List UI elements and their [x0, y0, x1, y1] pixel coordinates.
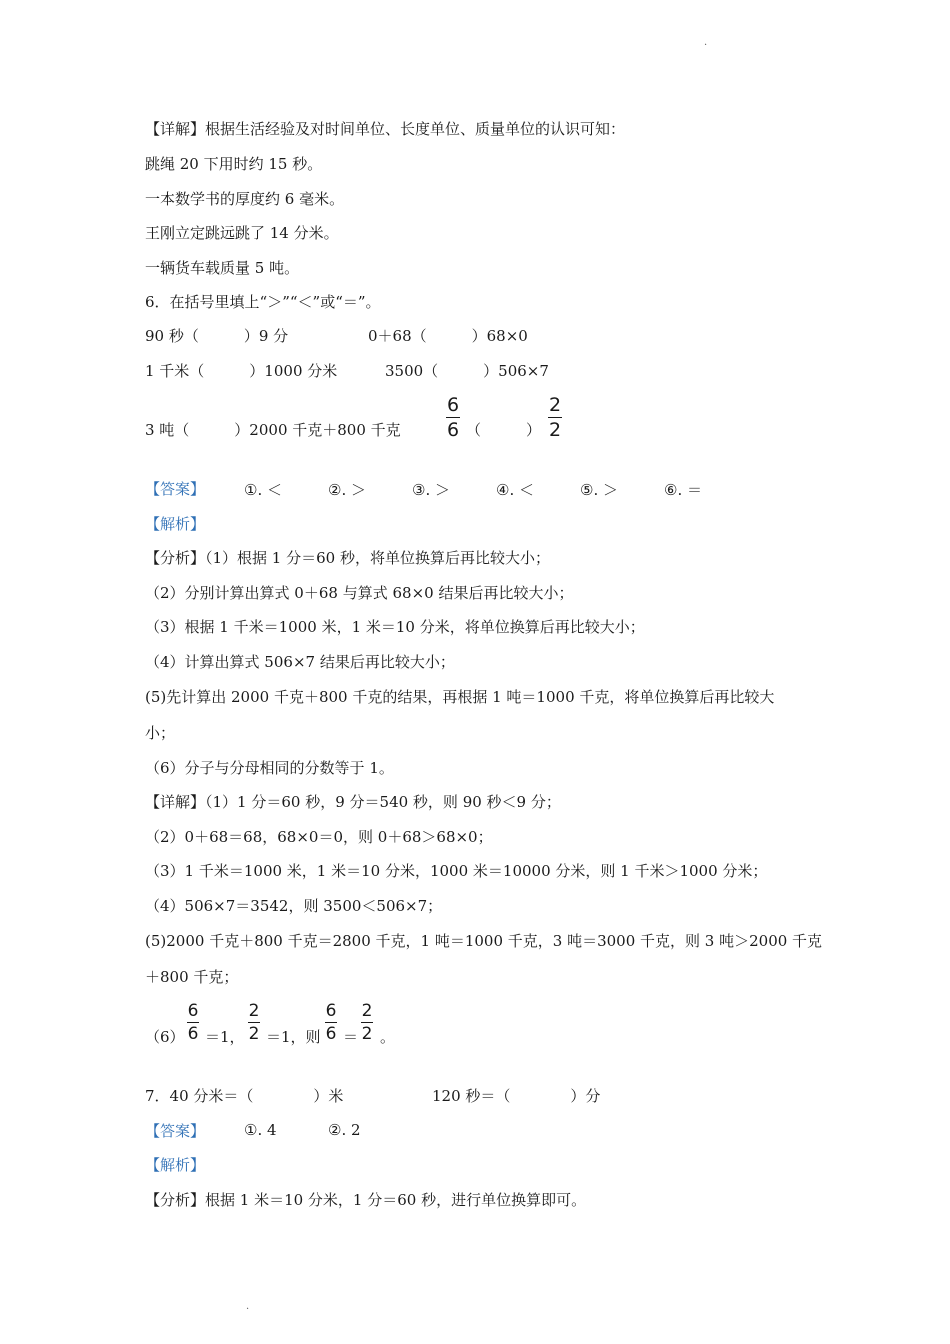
answer-1: ①. 4: [244, 1121, 277, 1139]
answer-4: ④. ＜: [496, 481, 534, 499]
fraction-bar: [361, 1022, 373, 1023]
q6-item-2: 0＋68（ ）68×0: [368, 327, 528, 345]
detail-line: （2）0＋68＝68，68×0＝0，则 0＋68＞68×0；: [145, 828, 493, 846]
q6-item-5: 3 吨（ ）2000 千克＋800 千克: [145, 421, 401, 439]
answer-2: ②. ＞: [328, 481, 366, 499]
analysis-line: （3）根据 1 千米＝1000 米，1 米＝10 分米，将单位换算后再比较大小；: [145, 618, 645, 636]
fraction-bar: [325, 1022, 337, 1023]
fraction-bar: [248, 1022, 260, 1023]
analysis-line: （2）分别计算出算式 0＋68 与算式 68×0 结果后再比较大小；: [145, 584, 574, 602]
detail-line: 一辆货车载质量 5 吨。: [145, 259, 300, 277]
fraction-six-sixths: [446, 394, 460, 441]
fraction-numerator: 2: [361, 1001, 373, 1021]
fraction-numerator: 6: [325, 1001, 337, 1021]
analysis-line: 【分析】根据 1 米＝10 分米，1 分＝60 秒，进行单位换算即可。: [145, 1191, 587, 1209]
answer-5: ⑤. ＞: [580, 481, 618, 499]
fraction-numerator: 6: [187, 1001, 199, 1021]
q6-item-4: 3500（ ）506×7: [385, 362, 549, 380]
answer-3: ③. ＞: [412, 481, 450, 499]
detail-line: ＋800 千克；: [145, 968, 239, 986]
fraction-denominator: 2: [548, 419, 562, 441]
analysis-label: 【解析】: [145, 1156, 206, 1174]
answer-label: 【答案】: [145, 1122, 206, 1140]
fraction-numerator: 2: [548, 394, 562, 416]
detail-line: 王刚立定跳远跳了 14 分米。: [145, 224, 339, 242]
fraction-denominator: 2: [248, 1024, 260, 1044]
footer-mark: ·: [246, 1304, 250, 1315]
answer-6: ⑥. ＝: [664, 481, 702, 499]
question-7-title-right: 120 秒＝（ ）分: [432, 1087, 601, 1105]
detail-heading: 【详解】根据生活经验及对时间单位、长度单位、质量单位的认识可知：: [145, 120, 626, 138]
fraction-numerator: 2: [248, 1001, 260, 1021]
answer-label: 【答案】: [145, 480, 206, 498]
fraction-bar: [187, 1022, 199, 1023]
fraction-two-halves: [248, 1001, 260, 1044]
detail-line: (5)2000 千克＋800 千克＝2800 千克，1 吨＝1000 千克，3 吨＝3000 千克，则 3 吨＞2000 千克: [145, 932, 823, 950]
fraction-denominator: 6: [325, 1024, 337, 1044]
analysis-line: （6）分子与分母相同的分数等于 1。: [145, 759, 394, 777]
fraction-six-sixths: [187, 1001, 199, 1044]
fraction-bar: [548, 417, 562, 418]
analysis-line: (5)先计算出 2000 千克＋800 千克的结果，再根据 1 吨＝1000 千克，将单位换算后再比较大: [145, 688, 775, 706]
analysis-line: （4）计算出算式 506×7 结果后再比较大小；: [145, 653, 455, 671]
fraction-bar: [446, 417, 460, 418]
detail-line: 跳绳 20 下用时约 15 秒。: [145, 155, 323, 173]
detail-line: （4）506×7＝3542，则 3500＜506×7；: [145, 897, 443, 915]
q6-item-1: 90 秒（ ）9 分: [145, 327, 289, 345]
question-6-title: 6．在括号里填上“＞”“＜”或“＝”。: [145, 293, 381, 311]
fraction-numerator: 6: [446, 394, 460, 416]
detail6-part2: ＝1，则: [266, 1028, 321, 1046]
fraction-two-halves: [361, 1001, 373, 1044]
fraction-two-halves: [548, 394, 562, 441]
detail-line: 【详解】（1）1 分＝60 秒，9 分＝540 秒，则 90 秒＜9 分；: [145, 793, 561, 811]
detail-line: （3）1 千米＝1000 米，1 米＝10 分米，1000 米＝10000 分米，则 1 千米＞1000 分米；: [145, 862, 768, 880]
q6-item-3: 1 千米（ ）1000 分米: [145, 362, 338, 380]
detail6-prefix: （6）: [145, 1028, 185, 1046]
answer-1: ①. ＜: [244, 481, 282, 499]
header-mark: ·: [704, 40, 708, 51]
analysis-line: 【分析】（1）根据 1 分＝60 秒，将单位换算后再比较大小；: [145, 549, 550, 567]
fraction-denominator: 6: [446, 419, 460, 441]
question-7-title: 7．40 分米＝（ ）米: [145, 1087, 344, 1105]
fraction-six-sixths: [325, 1001, 337, 1044]
fraction-denominator: 6: [187, 1024, 199, 1044]
detail6-end: 。: [380, 1028, 396, 1046]
detail6-part1: ＝1，: [205, 1028, 245, 1046]
answer-2: ②. 2: [328, 1121, 361, 1139]
fraction-denominator: 2: [361, 1024, 373, 1044]
detail-line: 一本数学书的厚度约 6 毫米。: [145, 190, 345, 208]
analysis-label: 【解析】: [145, 515, 206, 533]
analysis-line: 小；: [145, 724, 176, 742]
detail6-part3: ＝: [343, 1028, 359, 1046]
q6-item-6-paren: （ ）: [466, 421, 542, 439]
